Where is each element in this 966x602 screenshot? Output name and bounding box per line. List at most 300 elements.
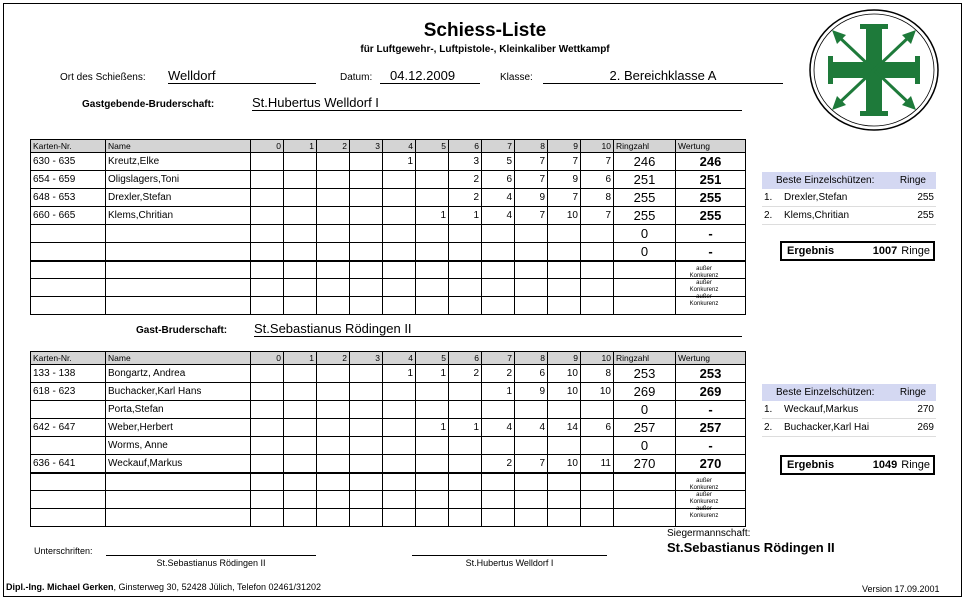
score-cell	[350, 171, 383, 189]
best-header-unit: Ringe	[899, 175, 926, 186]
score-cell: 2	[449, 189, 482, 207]
score-cell	[317, 437, 350, 455]
empty-cell	[317, 491, 350, 509]
name-cell	[106, 225, 251, 243]
score-cell	[284, 243, 317, 261]
ringzahl-cell: 253	[614, 365, 676, 383]
empty-cell	[482, 491, 515, 509]
table-row	[31, 225, 746, 243]
score-cell	[317, 419, 350, 437]
score-cell	[317, 455, 350, 473]
score-cell	[449, 383, 482, 401]
score-cell	[383, 243, 416, 261]
guest-best-shooters	[762, 384, 936, 437]
empty-cell	[416, 297, 449, 315]
empty-cell	[614, 279, 676, 297]
empty-cell	[106, 297, 251, 315]
score-cell	[350, 243, 383, 261]
name-cell: Buchacker,Karl Hans	[106, 383, 251, 401]
ausser-row	[31, 491, 746, 509]
score-cell	[317, 153, 350, 171]
wertung-cell: 246	[676, 153, 746, 171]
score-cell	[581, 401, 614, 419]
karten-nr-cell: 648 - 653	[31, 189, 106, 207]
best-value: 255	[917, 192, 934, 203]
best-value: 269	[917, 422, 934, 433]
ringzahl-cell: 255	[614, 189, 676, 207]
wertung-cell: 255	[676, 207, 746, 225]
score-cell: 10	[548, 383, 581, 401]
empty-cell	[317, 473, 350, 491]
score-cell: 7	[548, 153, 581, 171]
empty-cell	[614, 297, 676, 315]
best-rank: 1.	[764, 404, 773, 415]
ausser-row	[31, 261, 746, 279]
column-header: 10	[581, 352, 614, 365]
empty-cell	[350, 509, 383, 527]
best-rank: 2.	[764, 422, 773, 433]
empty-cell	[251, 509, 284, 527]
empty-cell	[383, 279, 416, 297]
score-cell	[251, 401, 284, 419]
empty-cell	[515, 509, 548, 527]
score-cell: 1	[416, 207, 449, 225]
score-cell	[251, 153, 284, 171]
name-cell: Weber,Herbert	[106, 419, 251, 437]
score-cell	[317, 189, 350, 207]
empty-cell	[449, 261, 482, 279]
score-cell: 7	[581, 153, 614, 171]
empty-cell	[383, 509, 416, 527]
empty-cell	[31, 279, 106, 297]
klasse-label: Klasse:	[500, 72, 533, 83]
score-cell	[251, 383, 284, 401]
best-shooter-row	[762, 419, 936, 437]
score-cell: 9	[515, 189, 548, 207]
score-cell	[284, 365, 317, 383]
empty-cell	[515, 491, 548, 509]
score-cell: 6	[482, 171, 515, 189]
column-header: 5	[416, 140, 449, 153]
score-cell	[449, 437, 482, 455]
empty-cell	[449, 509, 482, 527]
score-cell	[350, 383, 383, 401]
score-cell: 7	[515, 171, 548, 189]
column-header: 2	[317, 140, 350, 153]
empty-cell	[416, 473, 449, 491]
karten-nr-cell: 133 - 138	[31, 365, 106, 383]
karten-nr-cell: 660 - 665	[31, 207, 106, 225]
guest-ergebnis-label: Ergebnis	[787, 459, 835, 471]
score-cell: 9	[548, 171, 581, 189]
score-cell: 7	[548, 189, 581, 207]
karten-nr-cell: 636 - 641	[31, 455, 106, 473]
home-club-label: Gastgebende-Bruderschaft:	[82, 99, 215, 110]
column-header: 7	[482, 140, 515, 153]
empty-cell	[383, 473, 416, 491]
empty-cell	[284, 261, 317, 279]
best-value: 255	[917, 210, 934, 221]
empty-cell	[581, 509, 614, 527]
signature-right-name: St.Hubertus Welldorf I	[465, 558, 554, 568]
unterschriften-label: Unterschriften:	[34, 546, 93, 556]
column-header: 8	[515, 352, 548, 365]
guest-header-row	[31, 352, 746, 365]
column-header: Ringzahl	[614, 352, 676, 365]
ausser-konkurrenz-text: Konkurenz	[689, 273, 719, 279]
empty-cell	[31, 297, 106, 315]
page-title: Schiess-Liste	[423, 20, 547, 41]
score-cell	[383, 189, 416, 207]
guest-ergebnis-unit: Ringe	[901, 459, 930, 471]
score-cell	[548, 437, 581, 455]
empty-cell	[251, 261, 284, 279]
score-cell: 2	[449, 171, 482, 189]
empty-cell	[350, 279, 383, 297]
empty-cell	[482, 279, 515, 297]
score-cell: 2	[482, 365, 515, 383]
column-header: 0	[251, 352, 284, 365]
wertung-cell: 255	[676, 189, 746, 207]
score-cell	[482, 243, 515, 261]
table-row	[31, 243, 746, 261]
ort-value: Welldorf	[168, 68, 316, 84]
empty-cell	[317, 279, 350, 297]
wertung-cell: 269	[676, 383, 746, 401]
table-row	[31, 171, 746, 189]
table-row	[31, 383, 746, 401]
empty-cell	[548, 261, 581, 279]
score-cell	[251, 419, 284, 437]
empty-cell	[251, 473, 284, 491]
datum-value: 04.12.2009	[380, 68, 480, 84]
empty-cell	[251, 491, 284, 509]
score-cell	[251, 243, 284, 261]
score-cell	[416, 189, 449, 207]
empty-cell	[581, 297, 614, 315]
empty-cell	[350, 297, 383, 315]
column-header: 5	[416, 352, 449, 365]
score-cell	[251, 437, 284, 455]
best-header-label: Beste Einzelschützen:	[776, 175, 875, 186]
score-cell	[383, 419, 416, 437]
empty-cell	[317, 261, 350, 279]
ringzahl-cell: 270	[614, 455, 676, 473]
score-cell	[317, 401, 350, 419]
table-row	[31, 437, 746, 455]
name-cell: Klems,Chritian	[106, 207, 251, 225]
best-rank: 1.	[764, 192, 773, 203]
score-cell	[383, 225, 416, 243]
empty-cell	[581, 279, 614, 297]
author-address: , Ginsterweg 30, 52428 Jülich, Telefon 02461/31202	[113, 582, 322, 592]
score-cell	[416, 383, 449, 401]
empty-cell	[106, 279, 251, 297]
column-header: 1	[284, 352, 317, 365]
column-header: 6	[449, 352, 482, 365]
home-ausser-konkurrenz	[684, 266, 724, 308]
score-cell	[350, 437, 383, 455]
score-cell	[449, 225, 482, 243]
column-header: Name	[106, 352, 251, 365]
empty-cell	[251, 279, 284, 297]
ringzahl-cell: 0	[614, 225, 676, 243]
ausser-konkurrenz-text: Konkurenz	[689, 301, 719, 307]
empty-cell	[482, 473, 515, 491]
empty-cell	[482, 297, 515, 315]
empty-cell	[317, 509, 350, 527]
column-header: 2	[317, 352, 350, 365]
column-header: 3	[350, 352, 383, 365]
score-cell	[350, 401, 383, 419]
ringzahl-cell: 246	[614, 153, 676, 171]
ringzahl-cell: 0	[614, 437, 676, 455]
column-header: 3	[350, 140, 383, 153]
score-cell	[383, 401, 416, 419]
name-cell	[106, 243, 251, 261]
page-subtitle: für Luftgewehr-, Luftpistole-, Kleinkaliber Wettkampf	[360, 44, 610, 55]
score-cell	[482, 225, 515, 243]
score-cell: 7	[515, 455, 548, 473]
column-header: Name	[106, 140, 251, 153]
karten-nr-cell: 642 - 647	[31, 419, 106, 437]
empty-cell	[449, 279, 482, 297]
empty-cell	[383, 297, 416, 315]
karten-nr-cell	[31, 401, 106, 419]
empty-cell	[284, 509, 317, 527]
score-cell	[416, 171, 449, 189]
score-cell: 2	[449, 365, 482, 383]
empty-cell	[284, 491, 317, 509]
empty-cell	[106, 261, 251, 279]
empty-cell	[614, 491, 676, 509]
ausser-konkurrenz-text: außer	[696, 478, 712, 484]
ringzahl-cell: 257	[614, 419, 676, 437]
column-header: 10	[581, 140, 614, 153]
score-cell: 4	[482, 207, 515, 225]
empty-cell	[548, 473, 581, 491]
table-row	[31, 365, 746, 383]
empty-cell	[350, 261, 383, 279]
column-header: Wertung	[676, 352, 746, 365]
home-ergebnis-value: 1007	[872, 245, 898, 257]
wertung-cell: -	[676, 401, 746, 419]
sieger-value: St.Sebastianus Rödingen II	[667, 540, 835, 555]
score-cell	[548, 243, 581, 261]
score-cell	[284, 419, 317, 437]
score-cell	[317, 207, 350, 225]
empty-cell	[515, 473, 548, 491]
score-cell	[383, 455, 416, 473]
author-name: Dipl.-Ing. Michael Gerken	[6, 582, 114, 592]
best-name: Weckauf,Markus	[784, 404, 859, 415]
score-cell	[383, 437, 416, 455]
empty-cell	[284, 473, 317, 491]
empty-cell	[284, 279, 317, 297]
empty-cell	[31, 491, 106, 509]
empty-cell	[416, 261, 449, 279]
empty-cell	[581, 261, 614, 279]
signature-left-name: St.Sebastianus Rödingen II	[156, 558, 266, 568]
empty-cell	[350, 473, 383, 491]
score-cell	[284, 225, 317, 243]
sieger-label: Siegermannschaft:	[667, 528, 751, 539]
empty-cell	[106, 509, 251, 527]
empty-cell	[548, 279, 581, 297]
karten-nr-cell: 630 - 635	[31, 153, 106, 171]
score-cell: 10	[548, 207, 581, 225]
empty-cell	[350, 491, 383, 509]
name-cell: Weckauf,Markus	[106, 455, 251, 473]
best-name: Buchacker,Karl Hai	[784, 422, 870, 433]
best-shooter-row	[762, 189, 936, 207]
empty-cell	[106, 473, 251, 491]
best-shooter-row	[762, 401, 936, 419]
best-header-unit: Ringe	[899, 387, 926, 398]
signature-line-left	[106, 555, 316, 556]
empty-cell	[515, 279, 548, 297]
ringzahl-cell: 255	[614, 207, 676, 225]
score-cell: 2	[482, 455, 515, 473]
ausser-row	[31, 473, 746, 491]
score-cell	[449, 243, 482, 261]
score-cell	[350, 419, 383, 437]
score-cell	[416, 455, 449, 473]
score-cell	[251, 365, 284, 383]
score-cell	[416, 243, 449, 261]
score-cell	[482, 437, 515, 455]
ringzahl-cell: 269	[614, 383, 676, 401]
score-cell: 1	[383, 153, 416, 171]
home-club-name: St.Hubertus Welldorf I	[252, 95, 742, 111]
table-row	[31, 455, 746, 473]
name-cell: Drexler,Stefan	[106, 189, 251, 207]
score-cell: 4	[482, 419, 515, 437]
score-cell: 6	[581, 419, 614, 437]
score-cell: 1	[482, 383, 515, 401]
score-cell: 4	[515, 419, 548, 437]
empty-cell	[614, 473, 676, 491]
wertung-cell: -	[676, 437, 746, 455]
score-cell: 6	[515, 365, 548, 383]
column-header: 9	[548, 352, 581, 365]
score-cell	[515, 225, 548, 243]
empty-cell	[482, 261, 515, 279]
score-cell	[350, 365, 383, 383]
empty-cell	[416, 491, 449, 509]
signature-line-right	[412, 555, 607, 556]
score-cell	[350, 153, 383, 171]
klasse-value: 2. Bereichklasse A	[543, 68, 783, 84]
score-cell	[449, 401, 482, 419]
empty-cell	[383, 491, 416, 509]
empty-cell	[449, 297, 482, 315]
column-header: 1	[284, 140, 317, 153]
score-cell	[383, 171, 416, 189]
karten-nr-cell	[31, 437, 106, 455]
name-cell: Bongartz, Andrea	[106, 365, 251, 383]
score-cell: 5	[482, 153, 515, 171]
score-cell: 6	[581, 171, 614, 189]
club-logo	[808, 8, 940, 133]
ausser-konkurrenz-text: Konkurenz	[689, 485, 719, 491]
ausser-konkurrenz-text: außer	[696, 506, 712, 512]
score-cell: 7	[515, 207, 548, 225]
table-row	[31, 207, 746, 225]
score-cell	[548, 401, 581, 419]
score-cell: 1	[449, 207, 482, 225]
guest-ausser-konkurrenz	[684, 478, 724, 520]
score-cell: 8	[581, 365, 614, 383]
name-cell: Kreutz,Elke	[106, 153, 251, 171]
score-cell	[350, 207, 383, 225]
column-header: 0	[251, 140, 284, 153]
column-header: 8	[515, 140, 548, 153]
ringzahl-cell: 251	[614, 171, 676, 189]
score-cell: 9	[515, 383, 548, 401]
score-cell: 4	[482, 189, 515, 207]
score-cell: 14	[548, 419, 581, 437]
score-cell	[482, 401, 515, 419]
best-name: Drexler,Stefan	[784, 192, 848, 203]
empty-cell	[317, 297, 350, 315]
empty-cell	[515, 261, 548, 279]
ausser-konkurrenz-text: Konkurenz	[689, 513, 719, 519]
column-header: 4	[383, 352, 416, 365]
score-cell	[317, 171, 350, 189]
score-cell: 10	[548, 365, 581, 383]
empty-cell	[614, 509, 676, 527]
wertung-cell: 253	[676, 365, 746, 383]
score-cell	[317, 225, 350, 243]
score-cell	[416, 401, 449, 419]
score-cell	[416, 153, 449, 171]
datum-label: Datum:	[340, 72, 373, 83]
score-cell	[515, 243, 548, 261]
ausser-konkurrenz-text: außer	[696, 492, 712, 498]
score-cell: 10	[548, 455, 581, 473]
author-info	[6, 582, 321, 592]
score-cell	[284, 189, 317, 207]
column-header: 7	[482, 352, 515, 365]
best-header	[762, 172, 936, 189]
score-cell	[284, 207, 317, 225]
best-value: 270	[917, 404, 934, 415]
score-cell	[581, 437, 614, 455]
score-cell	[251, 189, 284, 207]
column-header: 6	[449, 140, 482, 153]
column-header: 9	[548, 140, 581, 153]
wertung-cell: 270	[676, 455, 746, 473]
ausser-row	[31, 279, 746, 297]
wertung-cell: 251	[676, 171, 746, 189]
score-cell	[251, 455, 284, 473]
score-cell	[284, 401, 317, 419]
guest-club-label: Gast-Bruderschaft:	[136, 325, 228, 336]
ringzahl-cell: 0	[614, 243, 676, 261]
name-cell: Worms, Anne	[106, 437, 251, 455]
empty-cell	[383, 261, 416, 279]
empty-cell	[581, 491, 614, 509]
ausser-row	[31, 509, 746, 527]
score-cell	[548, 225, 581, 243]
score-cell	[383, 207, 416, 225]
empty-cell	[548, 297, 581, 315]
column-header: Karten-Nr.	[31, 352, 106, 365]
table-row	[31, 189, 746, 207]
score-cell	[416, 437, 449, 455]
best-shooter-row	[762, 207, 936, 225]
